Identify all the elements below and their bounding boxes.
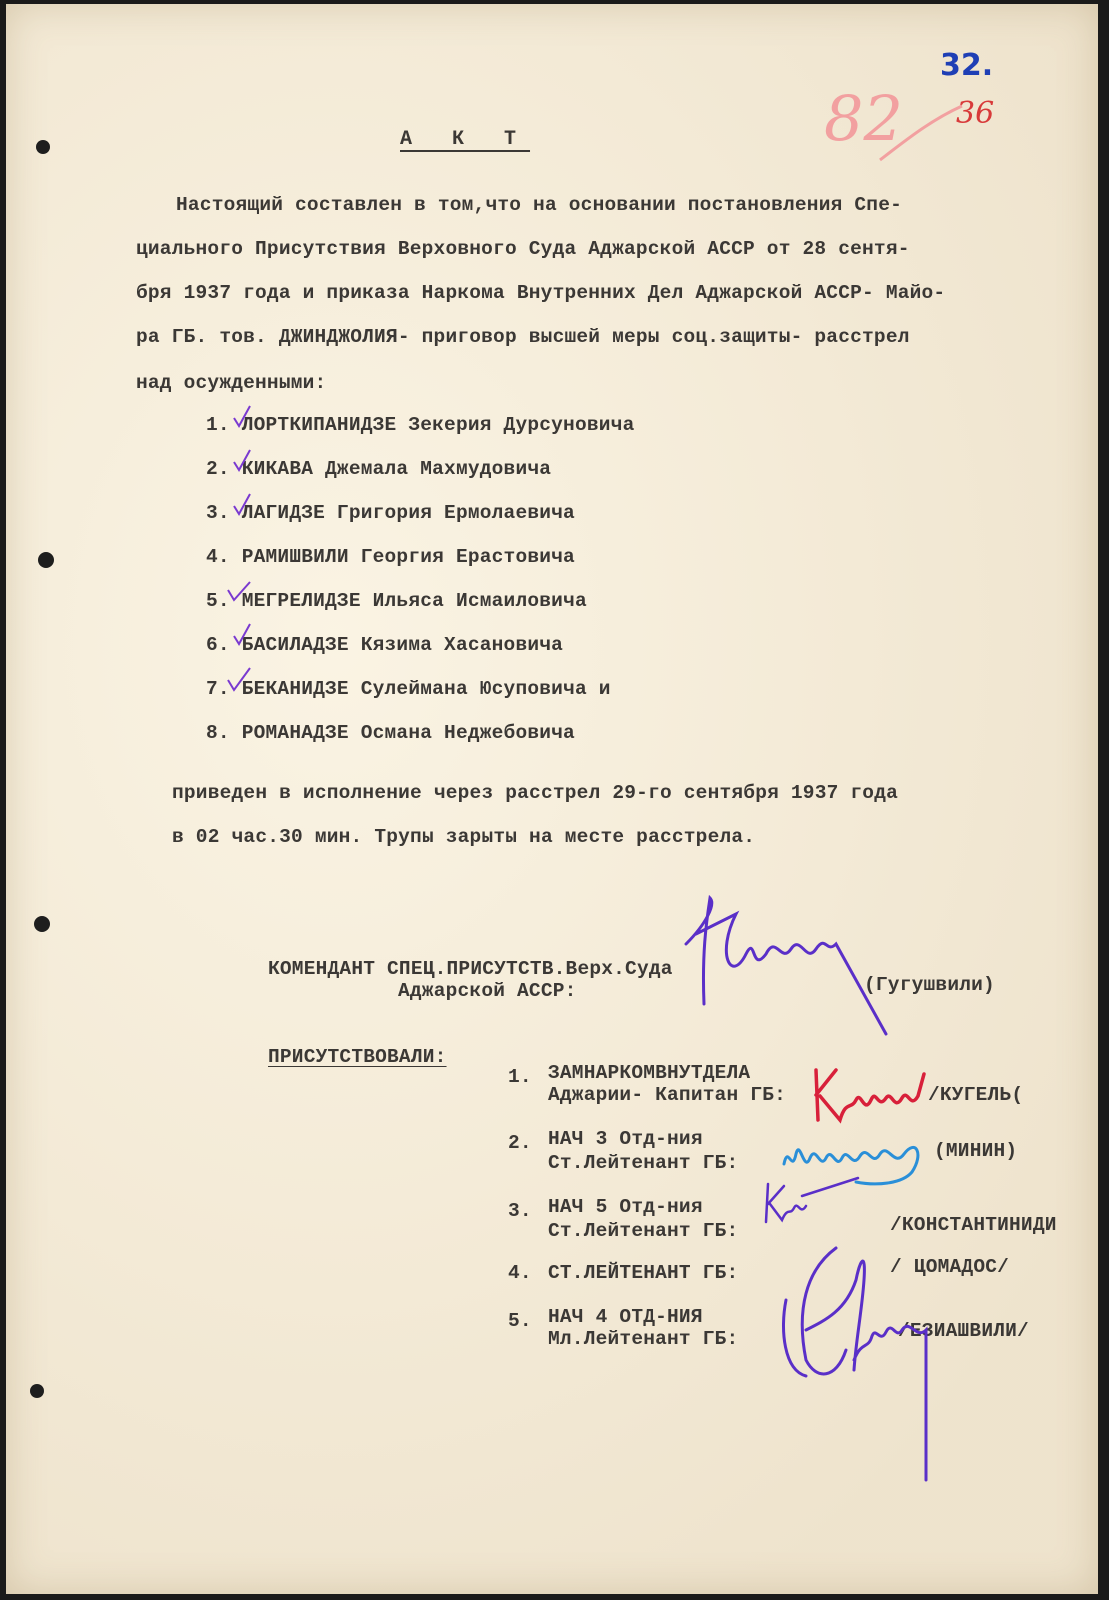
- check-mark-icon: [232, 492, 252, 518]
- present-line1: ЗАМНАРКОМВНУТДЕЛА: [548, 1062, 751, 1084]
- check-mark-icon: [226, 578, 252, 604]
- list-item: 2. КИКАВА Джемала Махмудовича: [206, 458, 552, 480]
- check-mark-icon: [232, 622, 252, 648]
- list-item: 4. РАМИШВИЛИ Георгия Ерастовича: [206, 546, 575, 568]
- document-title: А К Т: [400, 128, 531, 151]
- sheet-number-red-crossed: 82: [824, 82, 903, 155]
- present-line1: НАЧ 4 ОТД-НИЯ: [548, 1306, 703, 1328]
- present-line1: НАЧ 5 Отд-ния: [548, 1196, 703, 1218]
- present-line1: НАЧ 3 Отд-ния: [548, 1128, 703, 1150]
- present-name: /КОНСТАНТИНИДИ: [890, 1214, 1057, 1236]
- present-num: 2.: [508, 1132, 532, 1154]
- list-item: 7. БЕКАНИДЗЕ Сулеймана Юсуповича и: [206, 678, 611, 700]
- binder-hole: [34, 916, 50, 932]
- present-line2: Ст.Лейтенант ГБ:: [548, 1152, 739, 1174]
- commandant-title-2: Аджарской АССР:: [398, 980, 577, 1002]
- present-line2: Ст.Лейтенант ГБ:: [548, 1220, 739, 1242]
- commandant-name: (Гугушвили): [864, 974, 995, 996]
- body-line-3: бря 1937 года и приказа Наркома Внутренних Дел Аджарской АССР- Майо-: [136, 282, 946, 304]
- present-line1: СТ.ЛЕЙТЕНАНТ ГБ:: [548, 1262, 739, 1284]
- binder-hole: [38, 552, 54, 568]
- body-line-2: циального Присутствия Верховного Суда Аджарской АССР от 28 сентя-: [136, 238, 910, 260]
- present-name: / ЦОМАДОС/: [890, 1256, 1010, 1278]
- signature-violet-large: [776, 1240, 946, 1490]
- document-page: [6, 4, 1098, 1594]
- present-name: /ЕЗИАШВИЛИ/: [898, 1320, 1029, 1342]
- present-line2: Мл.Лейтенант ГБ:: [548, 1328, 739, 1350]
- binder-hole: [30, 1384, 44, 1398]
- present-name: (МИНИН): [934, 1140, 1018, 1162]
- list-item: 6. БАСИЛАДЗЕ Кязима Хасановича: [206, 634, 564, 656]
- check-mark-icon: [232, 404, 252, 430]
- present-num: 3.: [508, 1200, 532, 1222]
- sheet-number-red: 36: [956, 96, 995, 131]
- present-name: /КУГЕЛЬ(: [928, 1084, 1024, 1106]
- execution-line-2: в 02 час.30 мин. Трупы зарыты на месте расстрела.: [172, 826, 756, 848]
- present-num: 4.: [508, 1262, 532, 1284]
- list-item: 5. МЕГРЕЛИДЗЕ Ильяса Исмаиловича: [206, 590, 587, 612]
- body-line-4: ра ГБ. тов. ДЖИНДЖОЛИЯ- приговор высшей меры соц.защиты- расстрел: [136, 326, 910, 348]
- body-line-1: Настоящий составлен в том,что на основании постановления Спе-: [176, 194, 903, 216]
- signature-violet-small: [762, 1170, 862, 1230]
- list-item: 3. ЛАГИДЗЕ Григория Ермолаевича: [206, 502, 575, 524]
- check-mark-icon: [226, 664, 252, 694]
- present-num: 1.: [508, 1066, 532, 1088]
- commandant-signature: [676, 894, 896, 1044]
- list-item: 8. РОМАНАДЗЕ Османа Неджебовича: [206, 722, 575, 744]
- present-num: 5.: [508, 1310, 532, 1332]
- binder-hole: [36, 140, 50, 154]
- present-header: ПРИСУТСТВОВАЛИ:: [268, 1046, 447, 1068]
- red-crossout-stroke: [876, 100, 966, 170]
- body-line-5: над осужденными:: [136, 372, 327, 394]
- check-mark-icon: [232, 448, 252, 474]
- signature-red: [806, 1060, 936, 1130]
- execution-line-1: приведен в исполнение через расстрел 29-го сентября 1937 года: [172, 782, 899, 804]
- list-item: 1. ЛОРТКИПАНИДЗЕ Зекерия Дурсуновича: [206, 414, 635, 436]
- sheet-number-blue: 32.: [940, 48, 994, 83]
- commandant-title-1: КОМЕНДАНТ СПЕЦ.ПРИСУТСТВ.Верх.Суда: [268, 958, 673, 980]
- present-line2: Аджарии- Капитан ГБ:: [548, 1084, 787, 1106]
